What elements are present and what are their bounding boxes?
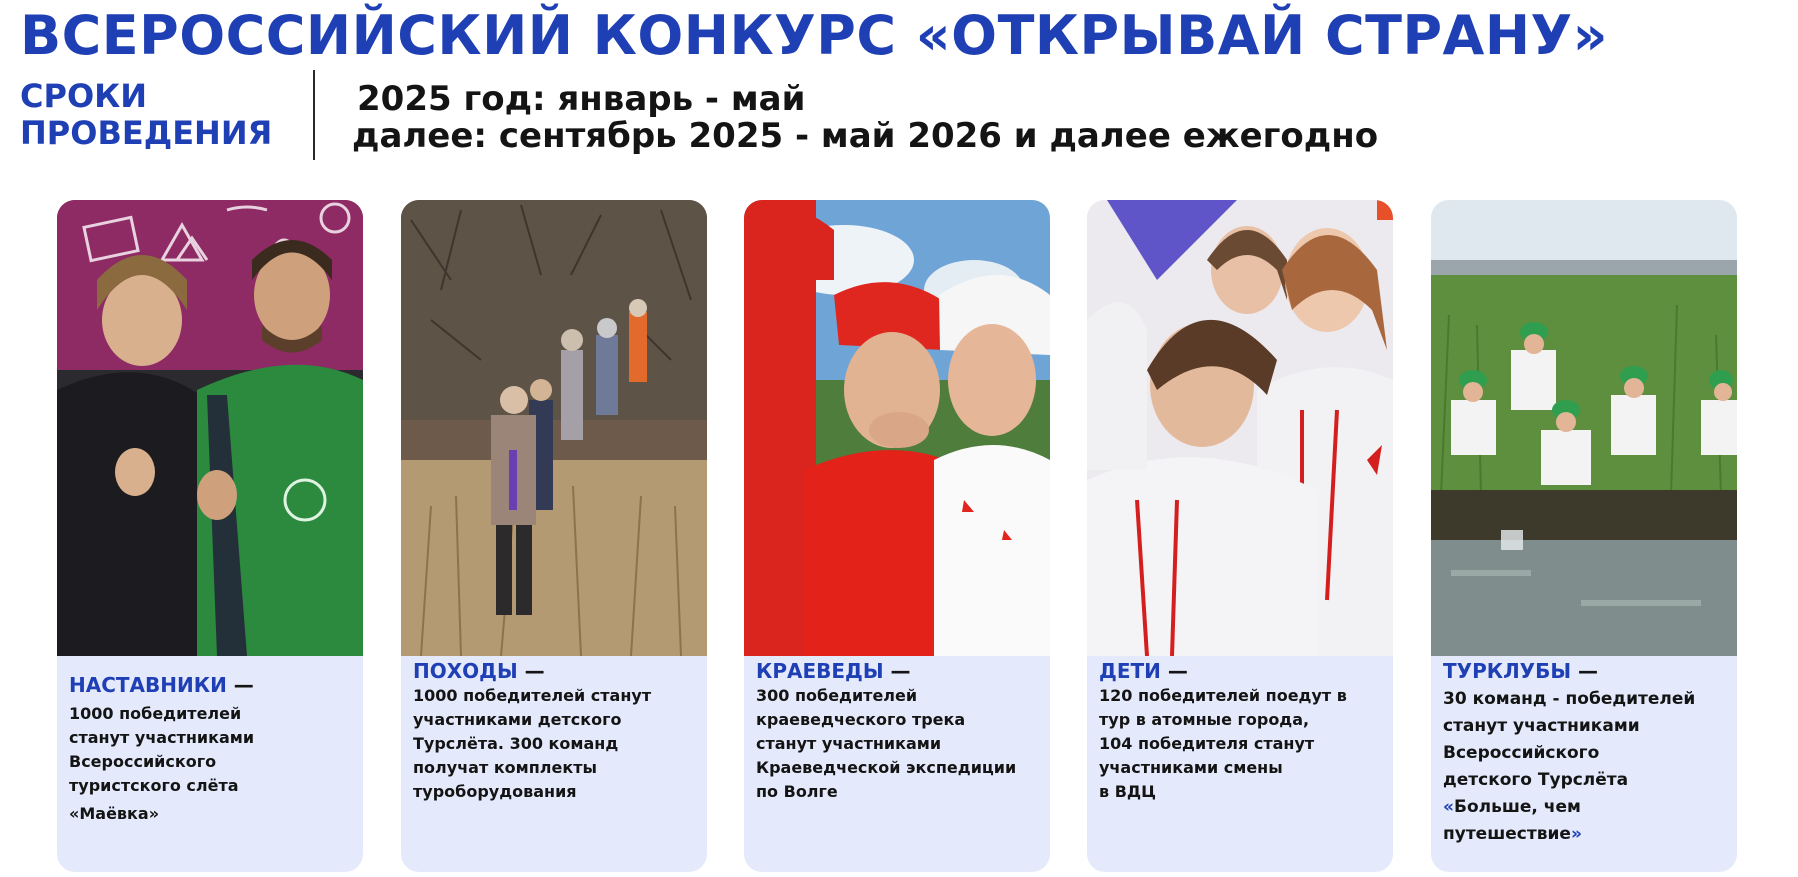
card-local-historians — [744, 200, 1050, 872]
card-description: 30 команд - победителей станут участниками Всероссийского детского Турслёта — [1443, 689, 1696, 790]
card-dash: — — [517, 659, 545, 683]
page-title: ВСЕРОССИЙСКИЙ КОНКУРС «ОТКРЫВАЙ СТРАНУ» — [20, 4, 1609, 67]
quote-open: « — [1443, 797, 1454, 817]
card-category: ПОХОДЫ — [413, 659, 518, 683]
card-tour-clubs — [1431, 200, 1737, 872]
tour-clubs-photo — [1431, 200, 1737, 656]
dates-label: СРОКИ ПРОВЕДЕНИЯ — [20, 77, 273, 152]
card-quote — [1443, 794, 1729, 848]
card-description: 1000 победителей станут участниками Всероссийского туристского слёта — [69, 704, 255, 795]
quote-open: « — [69, 804, 80, 823]
quote-close: » — [1570, 824, 1582, 844]
card-dash: — — [1160, 659, 1188, 683]
card-quote — [69, 802, 355, 826]
card-hikes — [401, 200, 707, 872]
card-mentors — [57, 200, 363, 872]
dates-line-current: 2025 год: январь - май — [357, 79, 806, 119]
card-category: НАСТАВНИКИ — [69, 673, 227, 697]
quote-close: » — [148, 804, 160, 823]
quote-text: Больше, чем путешествие — [1443, 797, 1581, 844]
divider — [313, 70, 315, 160]
card-category: КРАЕВЕДЫ — [756, 659, 884, 683]
dates-line-future: далее: сентябрь 2025 - май 2026 и далее ежегодно — [352, 116, 1379, 156]
quote-text: Маёвка — [79, 804, 149, 823]
hikes-photo — [401, 200, 707, 656]
card-description: 120 победителей поедут в тур в атомные города, 104 победителя станут участниками смены в ВДЦ — [1099, 686, 1347, 801]
card-category: ТУРКЛУБЫ — [1443, 659, 1572, 683]
card-children — [1087, 200, 1393, 872]
card-description: 1000 победителей станут участниками детского Турслёта. 300 команд получат комплекты туроборудования — [413, 686, 652, 801]
card-category: ДЕТИ — [1099, 659, 1161, 683]
card-dash: — — [226, 673, 254, 697]
mentors-photo — [57, 200, 363, 656]
card-dash: — — [1571, 659, 1599, 683]
children-photo — [1087, 200, 1393, 656]
card-dash: — — [883, 659, 911, 683]
local-historians-photo — [744, 200, 1050, 656]
card-description: 300 победителей краеведческого трека станут участниками Краеведческой экспедиции по Волге — [756, 686, 1017, 801]
